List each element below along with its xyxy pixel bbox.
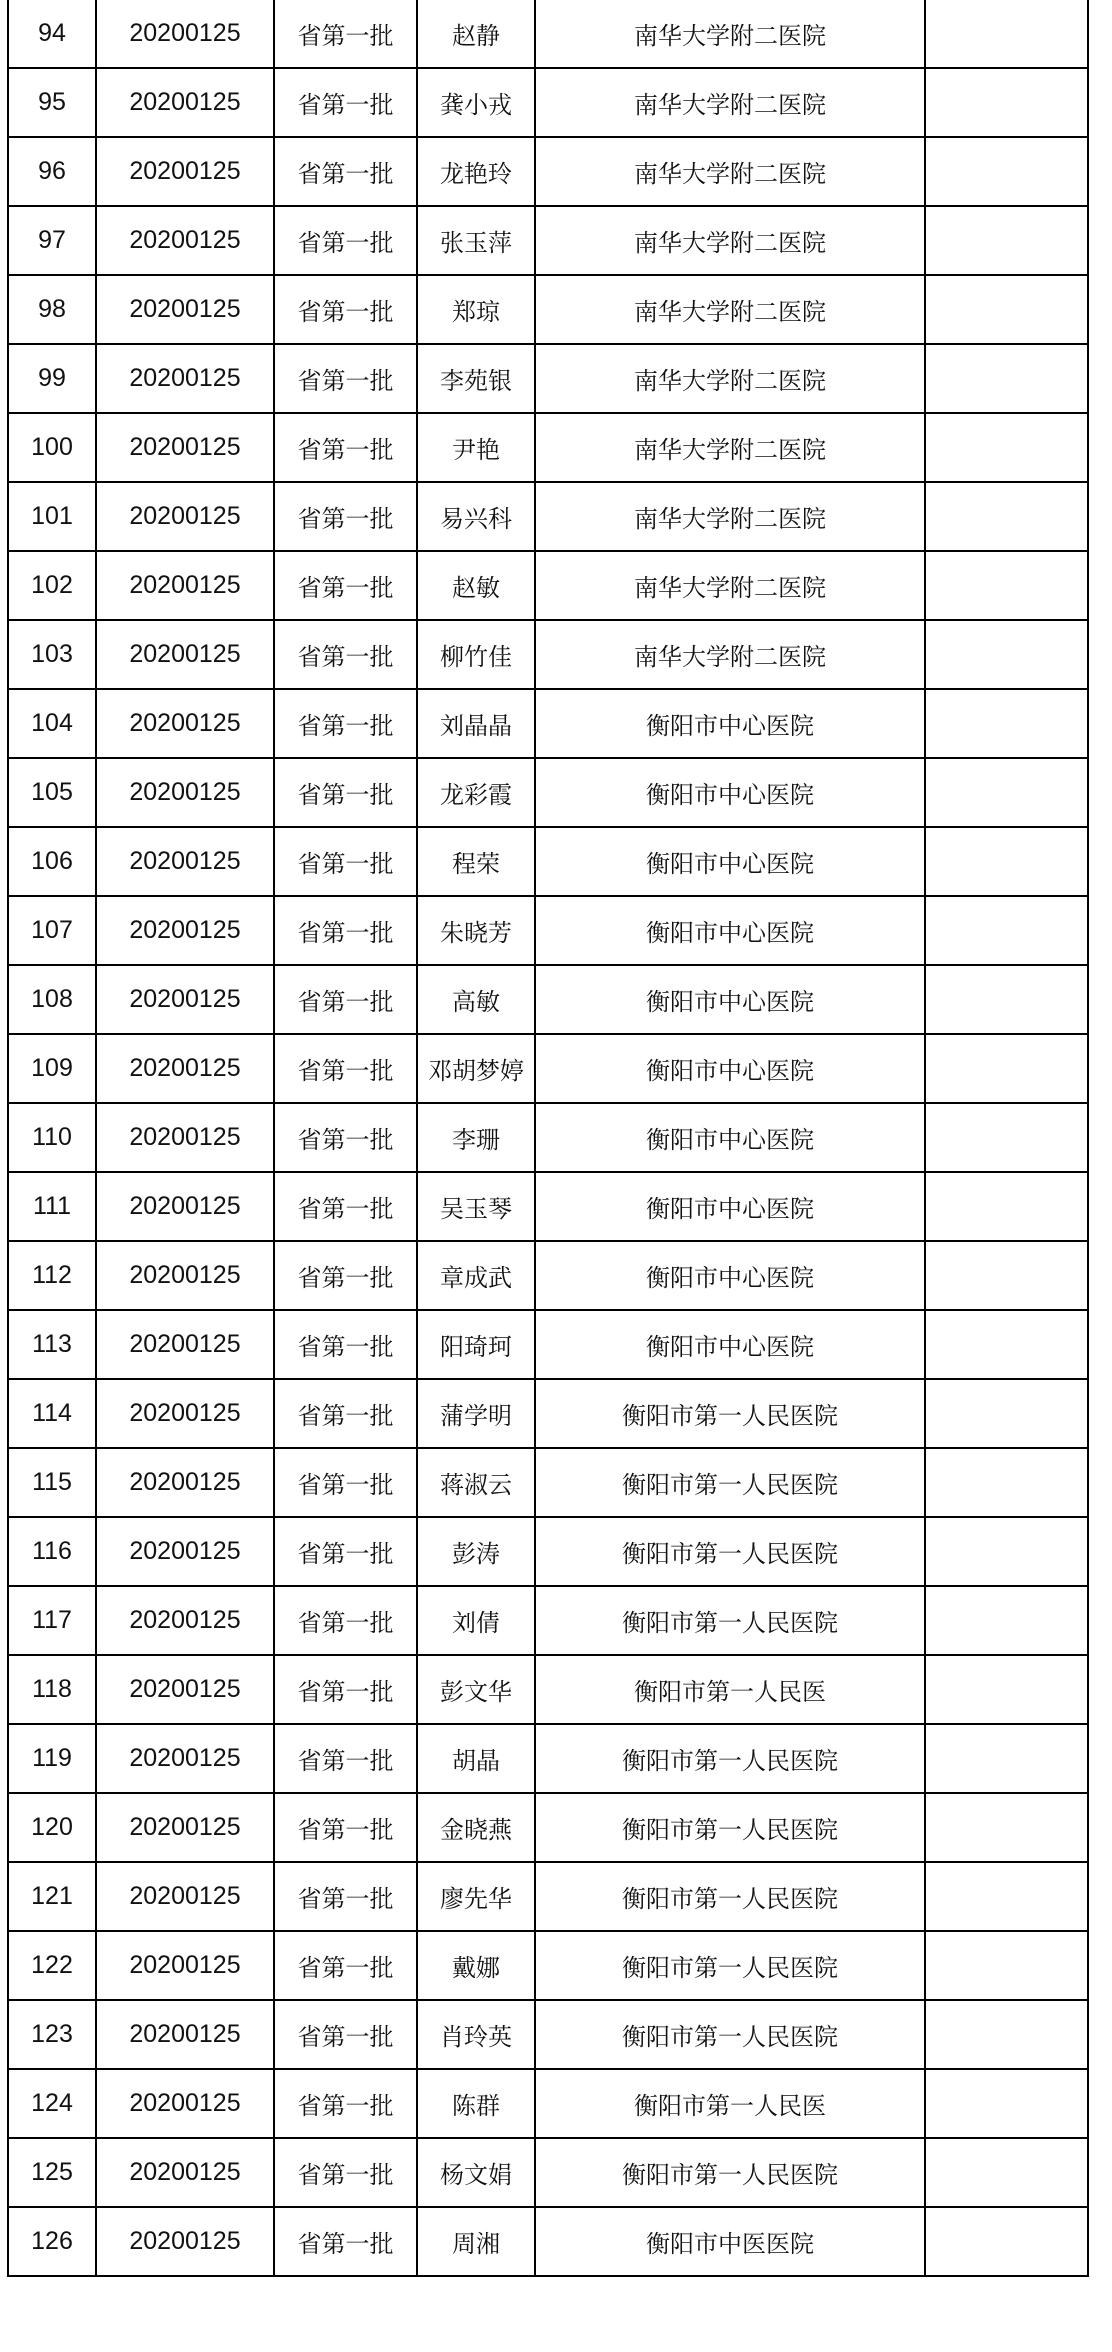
cell-date: 20200125 xyxy=(96,482,274,551)
cell-date: 20200125 xyxy=(96,1931,274,2000)
cell-note xyxy=(925,2207,1088,2276)
cell-number: 120 xyxy=(8,1793,96,1862)
table-row xyxy=(8,2000,1088,2069)
table-row xyxy=(8,1793,1088,1862)
cell-date: 20200125 xyxy=(96,2207,274,2276)
cell-number: 103 xyxy=(8,620,96,689)
cell-hospital: 衡阳市中心医院 xyxy=(535,1310,925,1379)
cell-note xyxy=(925,275,1088,344)
cell-number: 124 xyxy=(8,2069,96,2138)
cell-name: 柳竹佳 xyxy=(417,620,535,689)
table-row xyxy=(8,68,1088,137)
cell-hospital: 衡阳市第一人民医院 xyxy=(535,1724,925,1793)
table-row xyxy=(8,1586,1088,1655)
cell-batch: 省第一批 xyxy=(274,2069,417,2138)
cell-name: 程荣 xyxy=(417,827,535,896)
cell-name: 周湘 xyxy=(417,2207,535,2276)
cell-hospital: 衡阳市中心医院 xyxy=(535,1172,925,1241)
table-row xyxy=(8,689,1088,758)
cell-note xyxy=(925,137,1088,206)
cell-name: 胡晶 xyxy=(417,1724,535,1793)
cell-number: 119 xyxy=(8,1724,96,1793)
cell-hospital: 衡阳市第一人民医院 xyxy=(535,1448,925,1517)
cell-date: 20200125 xyxy=(96,1655,274,1724)
cell-hospital: 衡阳市第一人民医院 xyxy=(535,1793,925,1862)
cell-hospital: 衡阳市第一人民医院 xyxy=(535,1931,925,2000)
cell-note xyxy=(925,1379,1088,1448)
cell-note xyxy=(925,758,1088,827)
cell-name: 赵静 xyxy=(417,0,535,68)
cell-number: 98 xyxy=(8,275,96,344)
cell-note xyxy=(925,482,1088,551)
table-row xyxy=(8,620,1088,689)
cell-number: 114 xyxy=(8,1379,96,1448)
cell-date: 20200125 xyxy=(96,1172,274,1241)
cell-name: 彭文华 xyxy=(417,1655,535,1724)
cell-name: 李珊 xyxy=(417,1103,535,1172)
cell-date: 20200125 xyxy=(96,413,274,482)
cell-hospital: 南华大学附二医院 xyxy=(535,137,925,206)
cell-date: 20200125 xyxy=(96,1862,274,1931)
cell-batch: 省第一批 xyxy=(274,1517,417,1586)
cell-hospital: 南华大学附二医院 xyxy=(535,551,925,620)
cell-date: 20200125 xyxy=(96,689,274,758)
cell-name: 龙彩霞 xyxy=(417,758,535,827)
cell-name: 廖先华 xyxy=(417,1862,535,1931)
cell-hospital: 南华大学附二医院 xyxy=(535,275,925,344)
cell-note xyxy=(925,689,1088,758)
cell-date: 20200125 xyxy=(96,965,274,1034)
cell-batch: 省第一批 xyxy=(274,2000,417,2069)
cell-number: 99 xyxy=(8,344,96,413)
cell-batch: 省第一批 xyxy=(274,1103,417,1172)
table-row xyxy=(8,1931,1088,2000)
cell-date: 20200125 xyxy=(96,551,274,620)
cell-hospital: 衡阳市中心医院 xyxy=(535,758,925,827)
cell-batch: 省第一批 xyxy=(274,1241,417,1310)
table-row xyxy=(8,1103,1088,1172)
cell-date: 20200125 xyxy=(96,1103,274,1172)
cell-number: 115 xyxy=(8,1448,96,1517)
cell-hospital: 衡阳市中心医院 xyxy=(535,827,925,896)
cell-date: 20200125 xyxy=(96,206,274,275)
cell-date: 20200125 xyxy=(96,758,274,827)
cell-number: 94 xyxy=(8,0,96,68)
cell-date: 20200125 xyxy=(96,1793,274,1862)
cell-note xyxy=(925,1862,1088,1931)
cell-note xyxy=(925,1931,1088,2000)
table-row xyxy=(8,275,1088,344)
cell-hospital: 衡阳市第一人民医院 xyxy=(535,2000,925,2069)
cell-date: 20200125 xyxy=(96,1517,274,1586)
cell-number: 111 xyxy=(8,1172,96,1241)
cell-number: 104 xyxy=(8,689,96,758)
cell-batch: 省第一批 xyxy=(274,2138,417,2207)
table-row xyxy=(8,1172,1088,1241)
table-row xyxy=(8,2207,1088,2276)
cell-date: 20200125 xyxy=(96,0,274,68)
cell-number: 95 xyxy=(8,68,96,137)
cell-name: 陈群 xyxy=(417,2069,535,2138)
cell-hospital: 衡阳市第一人民医院 xyxy=(535,1586,925,1655)
cell-hospital: 衡阳市第一人民医 xyxy=(535,1655,925,1724)
cell-hospital: 衡阳市中医医院 xyxy=(535,2207,925,2276)
cell-note xyxy=(925,551,1088,620)
table-row xyxy=(8,1448,1088,1517)
cell-note xyxy=(925,1448,1088,1517)
cell-name: 蒋淑云 xyxy=(417,1448,535,1517)
cell-note xyxy=(925,1586,1088,1655)
table-row xyxy=(8,137,1088,206)
cell-batch: 省第一批 xyxy=(274,1172,417,1241)
cell-batch: 省第一批 xyxy=(274,551,417,620)
cell-note xyxy=(925,620,1088,689)
cell-name: 金晓燕 xyxy=(417,1793,535,1862)
cell-batch: 省第一批 xyxy=(274,1862,417,1931)
cell-number: 117 xyxy=(8,1586,96,1655)
cell-note xyxy=(925,896,1088,965)
table-row xyxy=(8,758,1088,827)
cell-batch: 省第一批 xyxy=(274,68,417,137)
cell-note xyxy=(925,1517,1088,1586)
cell-note xyxy=(925,2000,1088,2069)
cell-hospital: 衡阳市中心医院 xyxy=(535,689,925,758)
table-row xyxy=(8,551,1088,620)
cell-number: 102 xyxy=(8,551,96,620)
cell-note xyxy=(925,1655,1088,1724)
cell-hospital: 衡阳市第一人民医院 xyxy=(535,1517,925,1586)
cell-name: 赵敏 xyxy=(417,551,535,620)
cell-number: 109 xyxy=(8,1034,96,1103)
cell-note xyxy=(925,1793,1088,1862)
cell-batch: 省第一批 xyxy=(274,413,417,482)
cell-number: 108 xyxy=(8,965,96,1034)
cell-number: 105 xyxy=(8,758,96,827)
cell-hospital: 衡阳市中心医院 xyxy=(535,1241,925,1310)
cell-number: 116 xyxy=(8,1517,96,1586)
cell-batch: 省第一批 xyxy=(274,1586,417,1655)
table-row xyxy=(8,1862,1088,1931)
cell-date: 20200125 xyxy=(96,344,274,413)
table-row xyxy=(8,965,1088,1034)
cell-hospital: 衡阳市第一人民医院 xyxy=(535,1862,925,1931)
cell-batch: 省第一批 xyxy=(274,896,417,965)
cell-hospital: 衡阳市第一人民医院 xyxy=(535,2138,925,2207)
cell-batch: 省第一批 xyxy=(274,1793,417,1862)
cell-hospital: 南华大学附二医院 xyxy=(535,206,925,275)
table-row xyxy=(8,1724,1088,1793)
cell-name: 尹艳 xyxy=(417,413,535,482)
cell-name: 杨文娟 xyxy=(417,2138,535,2207)
cell-note xyxy=(925,1310,1088,1379)
cell-date: 20200125 xyxy=(96,896,274,965)
cell-number: 110 xyxy=(8,1103,96,1172)
cell-date: 20200125 xyxy=(96,2000,274,2069)
table-row xyxy=(8,2069,1088,2138)
cell-note xyxy=(925,965,1088,1034)
cell-batch: 省第一批 xyxy=(274,758,417,827)
cell-name: 肖玲英 xyxy=(417,2000,535,2069)
cell-batch: 省第一批 xyxy=(274,137,417,206)
cell-hospital: 南华大学附二医院 xyxy=(535,68,925,137)
cell-hospital: 衡阳市中心医院 xyxy=(535,1103,925,1172)
roster-table xyxy=(7,0,1089,2277)
table-row xyxy=(8,1655,1088,1724)
cell-date: 20200125 xyxy=(96,1586,274,1655)
cell-note xyxy=(925,1172,1088,1241)
cell-note xyxy=(925,344,1088,413)
table-row xyxy=(8,1517,1088,1586)
cell-date: 20200125 xyxy=(96,68,274,137)
cell-date: 20200125 xyxy=(96,1034,274,1103)
table-row xyxy=(8,896,1088,965)
cell-note xyxy=(925,68,1088,137)
cell-note xyxy=(925,1241,1088,1310)
cell-batch: 省第一批 xyxy=(274,275,417,344)
cell-note xyxy=(925,2069,1088,2138)
cell-name: 朱晓芳 xyxy=(417,896,535,965)
cell-name: 李苑银 xyxy=(417,344,535,413)
cell-hospital: 衡阳市第一人民医 xyxy=(535,2069,925,2138)
cell-number: 107 xyxy=(8,896,96,965)
cell-number: 113 xyxy=(8,1310,96,1379)
cell-number: 112 xyxy=(8,1241,96,1310)
cell-date: 20200125 xyxy=(96,620,274,689)
cell-date: 20200125 xyxy=(96,2069,274,2138)
cell-number: 123 xyxy=(8,2000,96,2069)
cell-date: 20200125 xyxy=(96,137,274,206)
cell-hospital: 南华大学附二医院 xyxy=(535,620,925,689)
cell-number: 97 xyxy=(8,206,96,275)
cell-number: 121 xyxy=(8,1862,96,1931)
table-row xyxy=(8,206,1088,275)
cell-batch: 省第一批 xyxy=(274,0,417,68)
cell-batch: 省第一批 xyxy=(274,1724,417,1793)
cell-name: 阳琦珂 xyxy=(417,1310,535,1379)
cell-name: 郑琼 xyxy=(417,275,535,344)
cell-batch: 省第一批 xyxy=(274,1655,417,1724)
cell-note xyxy=(925,2138,1088,2207)
cell-batch: 省第一批 xyxy=(274,1448,417,1517)
cell-note xyxy=(925,1034,1088,1103)
cell-number: 106 xyxy=(8,827,96,896)
table-row xyxy=(8,344,1088,413)
cell-name: 高敏 xyxy=(417,965,535,1034)
table-row xyxy=(8,413,1088,482)
cell-name: 戴娜 xyxy=(417,1931,535,2000)
cell-batch: 省第一批 xyxy=(274,620,417,689)
cell-note xyxy=(925,413,1088,482)
cell-date: 20200125 xyxy=(96,1310,274,1379)
cell-batch: 省第一批 xyxy=(274,827,417,896)
cell-name: 龚小戎 xyxy=(417,68,535,137)
cell-date: 20200125 xyxy=(96,1379,274,1448)
cell-batch: 省第一批 xyxy=(274,1931,417,2000)
cell-note xyxy=(925,0,1088,68)
table-row xyxy=(8,2138,1088,2207)
cell-hospital: 南华大学附二医院 xyxy=(535,0,925,68)
table-row xyxy=(8,0,1088,68)
cell-batch: 省第一批 xyxy=(274,206,417,275)
table-row xyxy=(8,827,1088,896)
cell-number: 96 xyxy=(8,137,96,206)
cell-number: 101 xyxy=(8,482,96,551)
cell-number: 122 xyxy=(8,1931,96,2000)
cell-number: 125 xyxy=(8,2138,96,2207)
cell-name: 易兴科 xyxy=(417,482,535,551)
roster-table-body xyxy=(8,0,1088,2276)
table-row xyxy=(8,482,1088,551)
cell-note xyxy=(925,827,1088,896)
cell-date: 20200125 xyxy=(96,827,274,896)
cell-date: 20200125 xyxy=(96,1724,274,1793)
cell-hospital: 衡阳市中心医院 xyxy=(535,896,925,965)
cell-date: 20200125 xyxy=(96,1448,274,1517)
cell-batch: 省第一批 xyxy=(274,344,417,413)
cell-number: 118 xyxy=(8,1655,96,1724)
cell-batch: 省第一批 xyxy=(274,2207,417,2276)
table-row xyxy=(8,1034,1088,1103)
cell-name: 刘晶晶 xyxy=(417,689,535,758)
cell-batch: 省第一批 xyxy=(274,1379,417,1448)
cell-name: 蒲学明 xyxy=(417,1379,535,1448)
cell-name: 刘倩 xyxy=(417,1586,535,1655)
cell-date: 20200125 xyxy=(96,2138,274,2207)
cell-note xyxy=(925,206,1088,275)
cell-batch: 省第一批 xyxy=(274,965,417,1034)
cell-name: 张玉萍 xyxy=(417,206,535,275)
table-row xyxy=(8,1379,1088,1448)
cell-batch: 省第一批 xyxy=(274,1034,417,1103)
cell-number: 126 xyxy=(8,2207,96,2276)
cell-hospital: 衡阳市第一人民医院 xyxy=(535,1379,925,1448)
cell-note xyxy=(925,1724,1088,1793)
table-row xyxy=(8,1241,1088,1310)
cell-batch: 省第一批 xyxy=(274,1310,417,1379)
cell-hospital: 南华大学附二医院 xyxy=(535,413,925,482)
cell-hospital: 南华大学附二医院 xyxy=(535,482,925,551)
cell-name: 吴玉琴 xyxy=(417,1172,535,1241)
cell-date: 20200125 xyxy=(96,275,274,344)
cell-name: 龙艳玲 xyxy=(417,137,535,206)
cell-hospital: 南华大学附二医院 xyxy=(535,344,925,413)
cell-name: 章成武 xyxy=(417,1241,535,1310)
cell-hospital: 衡阳市中心医院 xyxy=(535,965,925,1034)
cell-note xyxy=(925,1103,1088,1172)
cell-name: 彭涛 xyxy=(417,1517,535,1586)
table-row xyxy=(8,1310,1088,1379)
cell-batch: 省第一批 xyxy=(274,482,417,551)
cell-batch: 省第一批 xyxy=(274,689,417,758)
cell-name: 邓胡梦婷 xyxy=(417,1034,535,1103)
cell-hospital: 衡阳市中心医院 xyxy=(535,1034,925,1103)
cell-date: 20200125 xyxy=(96,1241,274,1310)
cell-number: 100 xyxy=(8,413,96,482)
